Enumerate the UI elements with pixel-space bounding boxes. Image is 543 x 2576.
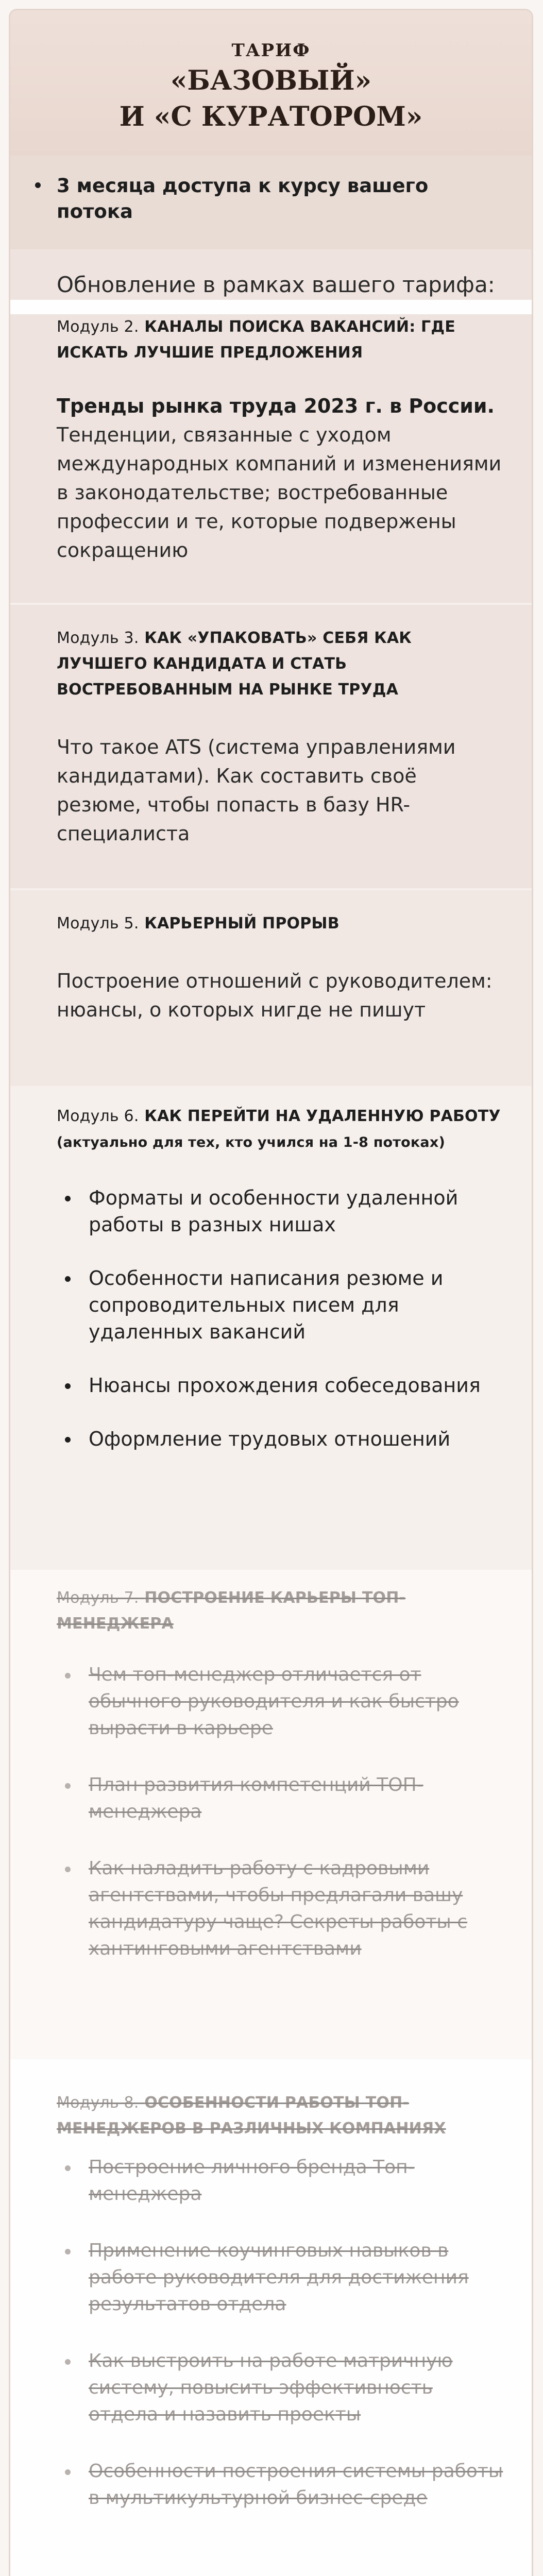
bullet-icon [65, 1437, 71, 1443]
module-number: Модуль 6. [57, 1107, 139, 1125]
list-item [57, 1855, 506, 1962]
module-heading [57, 911, 506, 937]
module-number: Модуль 2. [57, 318, 139, 336]
list-item-text: Как наладить работу с кадровыми агентствами, чтобы предлагали вашу кандидатуру чаще? Секреты работы с хантинговыми агентствами [89, 1858, 468, 1959]
module-2 [10, 314, 532, 603]
module-3 [10, 605, 532, 888]
list-item-text: Оформление трудовых отношений [89, 1428, 451, 1450]
tariff-label: ТАРИФ [231, 40, 311, 61]
list-item-text: Применение коучинговых навыков в работе руководителя для достижения результатов отдела [89, 2240, 469, 2315]
list-item-text: Особенности построения системы работы в мультикультурной бизнес-среде [89, 2461, 503, 2509]
module-number: Модуль 5. [57, 914, 139, 933]
module-6 [10, 1088, 532, 1570]
module-6-list [57, 1184, 506, 1452]
module-title: КАК ПЕРЕЙТИ НА УДАЛЕННУЮ РАБОТУ [144, 1107, 501, 1125]
module-description: Построение отношений с руководителем: нюансы, о которых нигде не пишут [57, 970, 493, 1021]
bullet-icon [65, 1383, 71, 1389]
intro-title: Обновление в рамках вашего тарифа: [57, 272, 495, 297]
access-text: 3 месяца доступа к курсу вашего потока [57, 175, 429, 223]
tariff-name-line1: «БАЗОВЫЙ» [170, 65, 372, 96]
list-item-text: Форматы и особенности удаленной работы в разных нишах [89, 1187, 459, 1236]
list-item-text: Чем топ-менеджер отличается от обычного руководителя и как быстро вырасти в карьере [89, 1664, 459, 1739]
module-8-list [57, 2154, 506, 2512]
bullet-icon [65, 1783, 71, 1789]
tariff-card [9, 9, 533, 2576]
module-heading [57, 625, 506, 703]
list-item [57, 2154, 506, 2208]
bullet-icon [65, 1867, 71, 1872]
module-lead: Тренды рынка труда 2023 г. в России. [57, 395, 495, 417]
list-item-text: Построение личного бренда Топ-менеджера [89, 2157, 415, 2205]
list-item-text: План развития компетенций ТОП-менеджера [89, 1774, 423, 1822]
module-body [57, 392, 506, 565]
list-item [57, 2238, 506, 2318]
list-item [57, 1184, 506, 1238]
list-item [57, 1265, 506, 1345]
module-heading [57, 1104, 506, 1156]
bullet-icon [65, 2165, 71, 2171]
module-title: КАРЬЕРНЫЙ ПРОРЫВ [144, 914, 340, 933]
list-item-text: Нюансы прохождения собеседования [89, 1374, 481, 1397]
list-item [57, 1372, 506, 1399]
bullet-icon [65, 2469, 71, 2475]
module-8 [10, 2059, 532, 2576]
module-heading [57, 314, 506, 366]
module-description: Тенденции, связанные с уходом международных компаний и изменениями в законодательстве; востребованные профессии и те, которые подвержены сокращению [57, 423, 502, 562]
list-item [57, 1426, 506, 1452]
module-heading [57, 2090, 506, 2142]
update-intro [10, 249, 532, 300]
list-item-text: Как выстроить на работе матричную систему, повысить эффективность отдела и назавить проекты [89, 2350, 453, 2425]
module-title: КАНАЛЫ ПОИСКА ВАКАНСИЙ: ГДЕ ИСКАТЬ ЛУЧШИЕ ПРЕДЛОЖЕНИЯ [57, 318, 455, 362]
list-item [57, 1772, 506, 1825]
bullet-icon [35, 182, 41, 188]
module-number: Модуль 3. [57, 629, 139, 647]
tariff-header [10, 10, 532, 156]
module-7-list [57, 1662, 506, 1962]
tariff-name-line2: И «С КУРАТОРОМ» [119, 101, 423, 132]
access-section [10, 156, 532, 249]
access-item [31, 173, 501, 225]
bullet-icon [65, 1673, 71, 1679]
module-heading [57, 1585, 506, 1637]
list-item [57, 2348, 506, 2428]
list-item-text: Особенности написания резюме и сопроводительных писем для удаленных вакансий [89, 1267, 444, 1343]
module-title: ПОСТРОЕНИЕ КАРЬЕРЫ ТОП-МЕНЕДЖЕРА [57, 1589, 406, 1633]
module-title: КАК «УПАКОВАТЬ» СЕБЯ КАК ЛУЧШЕГО КАНДИДАТА И СТАТЬ ВОСТРЕБОВАННЫМ НА РЫНКЕ ТРУДА [57, 629, 412, 699]
module-number: Модуль 7. [57, 1589, 139, 1607]
module-description: Что такое ATS (система управлениями кандидатами). Как составить своё резюме, чтобы попасть в базу HR-специалиста [57, 736, 456, 845]
module-number: Модуль 8. [57, 2094, 139, 2112]
module-5 [10, 890, 532, 1086]
bullet-icon [65, 1276, 71, 1282]
list-item [57, 2458, 506, 2512]
module-note: (актуально для тех, кто учился на 1-8 потоках) [57, 1134, 446, 1150]
module-title: ОСОБЕННОСТИ РАБОТЫ ТОП-МЕНЕДЖЕРОВ В РАЗЛИЧНЫХ КОМПАНИЯХ [57, 2094, 446, 2138]
bullet-icon [65, 2249, 71, 2255]
list-item [57, 1662, 506, 1742]
module-7 [10, 1570, 532, 2059]
bullet-icon [65, 1196, 71, 1201]
bullet-icon [65, 2359, 71, 2365]
